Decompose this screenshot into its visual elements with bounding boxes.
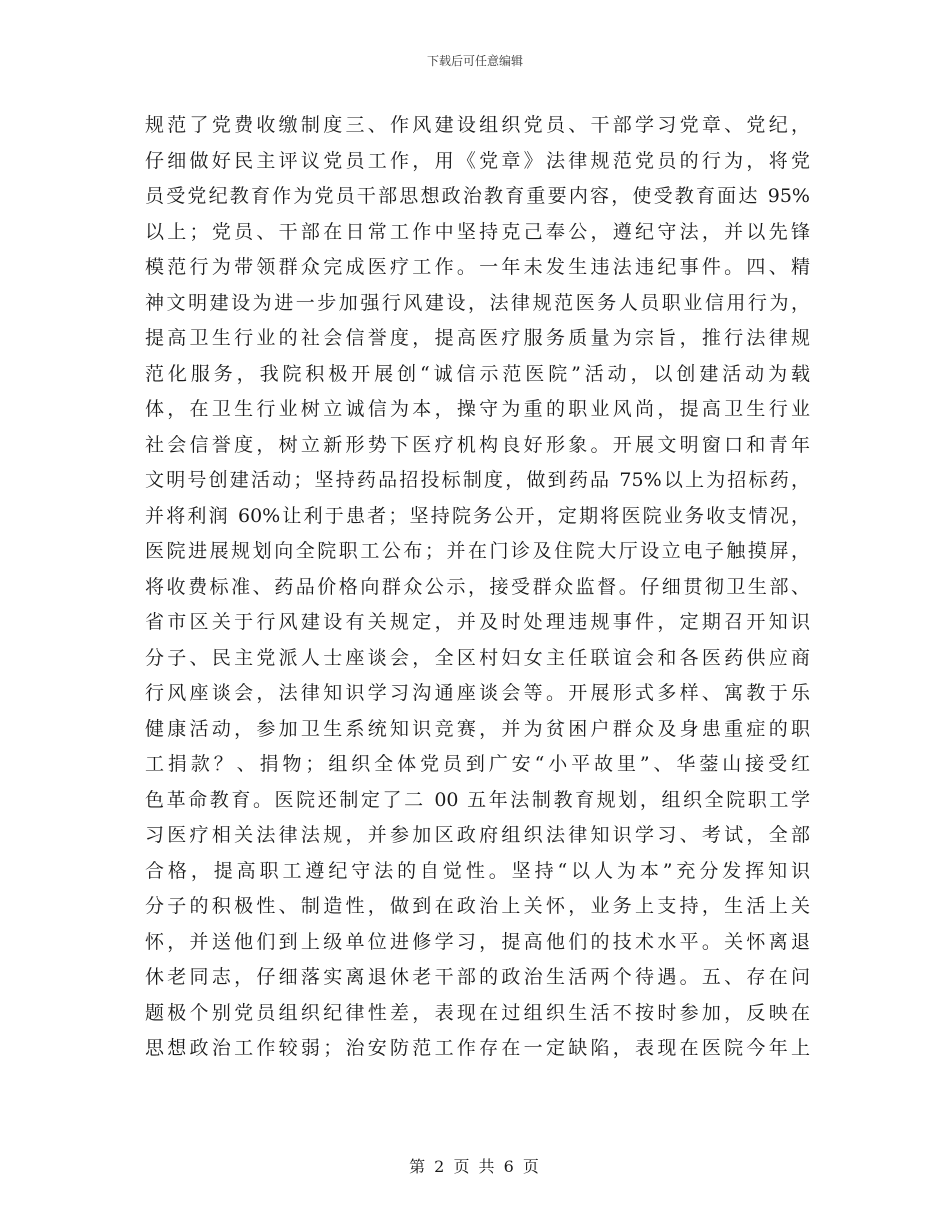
body-line: 仔细做好民主评议党员工作，用《党章》法律规范党员的行为，将党	[145, 149, 810, 172]
body-line: 工捐款？、捐物；组织全体党员到广安“小平故里”、华蓥山接受红	[145, 753, 810, 775]
body-line: 省市区关于行风建设有关规定，并及时处理违规事件，定期召开知识	[145, 611, 810, 633]
body-line: 行风座谈会，法律知识学习沟通座谈会等。开展形式多样、寓教于乐	[145, 682, 810, 704]
body-line: 题极个别党员组织纪律性差，表现在过组织生活不按时参加，反映在	[145, 1001, 810, 1024]
document-body	[145, 108, 810, 1067]
body-line: 合格，提高职工遵纪守法的自觉性。坚持“以人为本”充分发挥知识	[145, 859, 810, 882]
body-line: 分子的积极性、制造性，做到在政治上关怀，业务上支持，生活上关	[145, 895, 810, 917]
body-line: 并将利润 60%让利于患者；坚持院务公开，定期将医院业务收支情况，	[145, 504, 810, 527]
body-line: 医院进展规划向全院职工公布；并在门诊及住院大厅设立电子触摸屏，	[145, 540, 810, 562]
body-line: 分子、民主党派人士座谈会，全区村妇女主任联谊会和各医药供应商	[145, 646, 810, 669]
body-line: 员受党纪教育作为党员干部思想政治教育重要内容，使受教育面达 95%	[145, 185, 810, 207]
body-line: 模范行为带领群众完成医疗工作。一年未发生违法违纪事件。四、精	[145, 256, 810, 278]
body-line: 色革命教育。医院还制定了二 00 五年法制教育规划，组织全院职工学	[145, 788, 810, 811]
body-line: 习医疗相关法律法规，并参加区政府组织法律知识学习、考试，全部	[145, 824, 810, 846]
body-line: 范化服务，我院积极开展创“诚信示范医院”活动，以创建活动为载	[145, 362, 810, 385]
body-line: 体，在卫生行业树立诚信为本，操守为重的职业风尚，提高卫生行业	[145, 398, 810, 420]
page-header: 下载后可任意编辑	[426, 54, 523, 68]
body-line: 提高卫生行业的社会信誉度，提高医疗服务质量为宗旨，推行法律规	[145, 327, 810, 349]
body-line: 健康活动，参加卫生系统知识竞赛，并为贫困户群众及身患重症的职	[145, 717, 810, 740]
body-line: 思想政治工作较弱；治安防范工作存在一定缺陷，表现在医院今年上	[145, 1037, 810, 1059]
body-line: 社会信誉度，树立新形势下医疗机构良好形象。开展文明窗口和青年	[145, 433, 810, 456]
body-line: 文明号创建活动；坚持药品招投标制度，做到药品 75%以上为招标药，	[145, 469, 810, 491]
body-line: 以上；党员、干部在日常工作中坚持克己奉公，遵纪守法，并以先锋	[145, 220, 810, 243]
body-line: 休老同志，仔细落实离退休老干部的政治生活两个待遇。五、存在问	[145, 966, 810, 988]
page-number-footer: 第 2 页 共 6 页	[409, 1157, 541, 1176]
body-line: 怀，并送他们到上级单位进修学习，提高他们的技术水平。关怀离退	[145, 930, 810, 953]
body-line: 神文明建设为进一步加强行风建设，法律规范医务人员职业信用行为，	[145, 291, 810, 314]
body-line: 将收费标准、药品价格向群众公示，接受群众监督。仔细贯彻卫生部、	[145, 575, 810, 598]
body-line: 规范了党费收缴制度三、作风建设组织党员、干部学习党章、党纪，	[145, 114, 810, 136]
